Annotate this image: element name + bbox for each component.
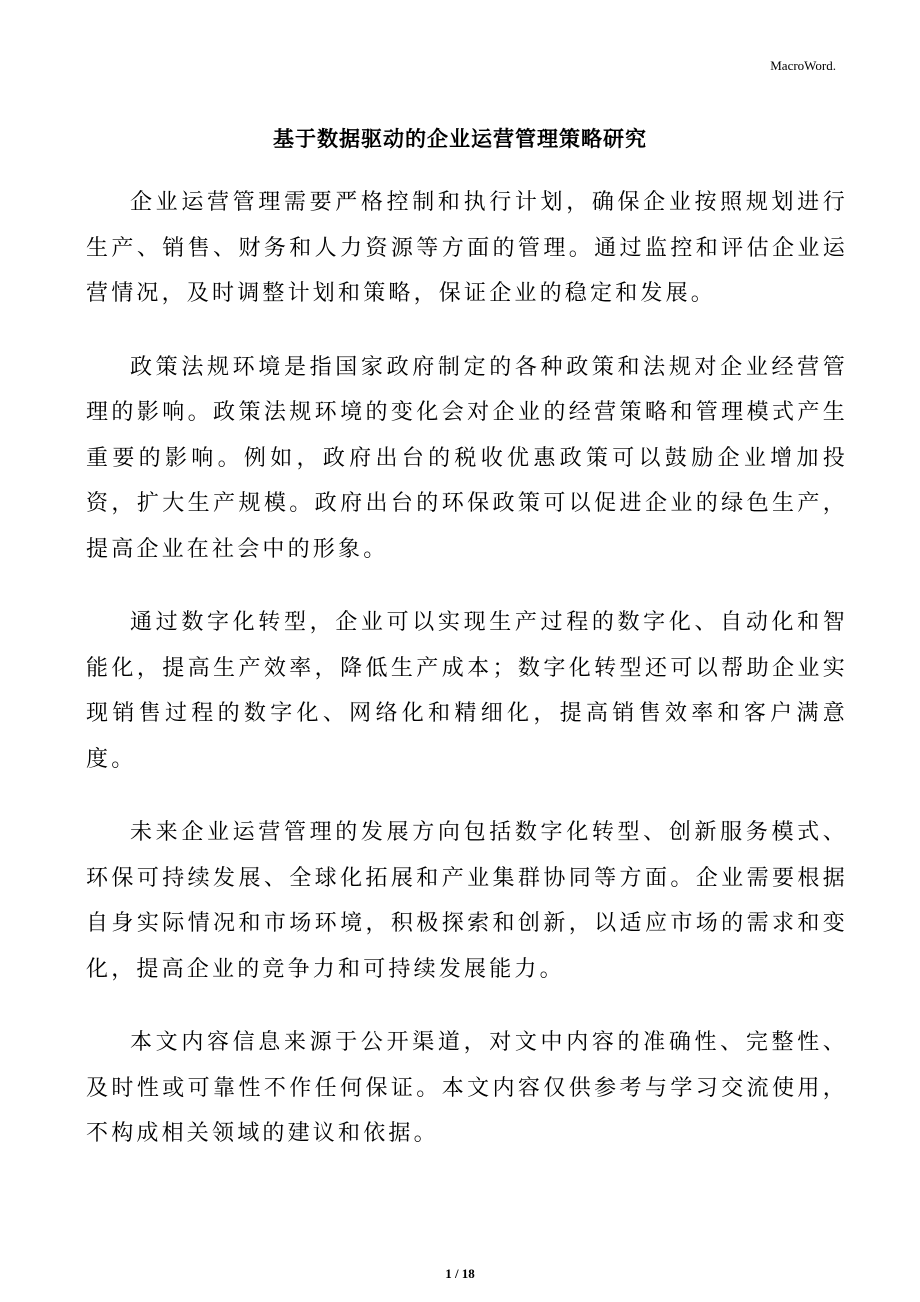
- document-body: [86, 180, 848, 1185]
- paragraph-4: 未来企业运营管理的发展方向包括数字化转型、创新服务模式、环保可持续发展、全球化拓展和产业集群协同等方面。企业需要根据自身实际情况和市场环境，积极探索和创新，以适应市场的需求和变化，提高企业的竞争力和可持续发展能力。: [86, 820, 848, 982]
- header-brand: MacroWord.: [770, 58, 836, 73]
- document-title: 基于数据驱动的企业运营管理策略研究: [273, 127, 647, 151]
- paragraph-1: 企业运营管理需要严格控制和执行计划，确保企业按照规划进行生产、销售、财务和人力资源等方面的管理。通过监控和评估企业运营情况，及时调整计划和策略，保证企业的稳定和发展。: [86, 190, 848, 306]
- page-number: 1 / 18: [445, 1266, 475, 1281]
- paragraph-2: 政策法规环境是指国家政府制定的各种政策和法规对企业经营管理的影响。政策法规环境的变化会对企业的经营策略和管理模式产生重要的影响。例如，政府出台的税收优惠政策可以鼓励企业增加投资，扩大生产规模。政府出台的环保政策可以促进企业的绿色生产，提高企业在社会中的形象。: [86, 354, 848, 562]
- paragraph-5: 本文内容信息来源于公开渠道，对文中内容的准确性、完整性、及时性或可靠性不作任何保证。本文内容仅供参考与学习交流使用，不构成相关领域的建议和依据。: [86, 1030, 848, 1146]
- paragraph-3: 通过数字化转型，企业可以实现生产过程的数字化、自动化和智能化，提高生产效率，降低生产成本；数字化转型还可以帮助企业实现销售过程的数字化、网络化和精细化，提高销售效率和客户满意度。: [86, 610, 848, 772]
